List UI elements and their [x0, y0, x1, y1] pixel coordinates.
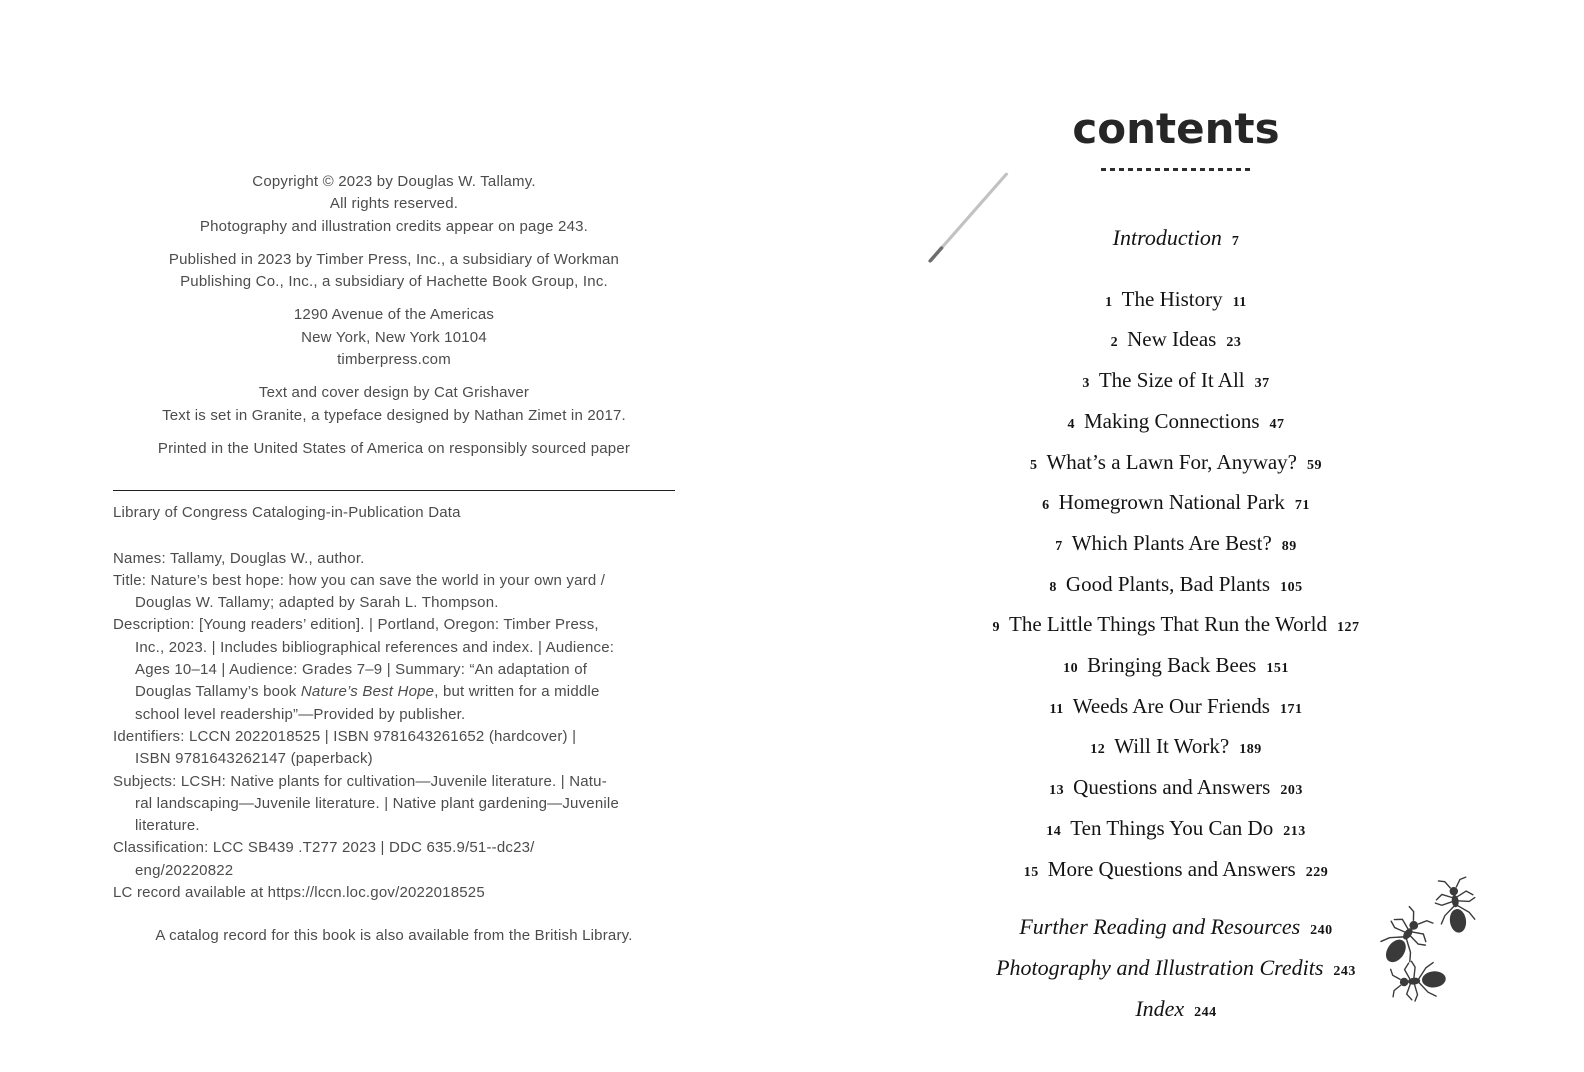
chapter-number: 8: [1049, 579, 1057, 595]
toc-chapter-row: [848, 444, 1504, 485]
cip-text-segment: Identifiers: LCCN 2022018525 | ISBN 9781643261652 (hardcover) |: [113, 727, 577, 745]
chapter-title: The Little Things That Run the World: [1009, 612, 1327, 637]
cip-line: [113, 815, 675, 837]
horizontal-rule: [113, 490, 675, 491]
chapter-page-number: 203: [1280, 783, 1303, 799]
text-line: Printed in the United States of America on responsibly sourced paper: [157, 439, 631, 457]
chapter-number: 5: [1029, 457, 1038, 473]
chapter-title: Questions and Answers: [1073, 775, 1271, 800]
back-matter-page-number: 240: [1310, 923, 1333, 939]
toc-chapter-row: [848, 566, 1504, 607]
text-line: Photography and illustration credits appear on page 243.: [199, 217, 589, 235]
chapter-page-number: 23: [1226, 335, 1242, 351]
cip-text-segment: Title: Nature’s best hope: how you can save the world in your own yard /: [113, 571, 606, 589]
chapter-title: Weeds Are Our Friends: [1072, 693, 1270, 718]
back-matter-page-number: 243: [1333, 963, 1356, 979]
chapter-page-number: 151: [1266, 661, 1289, 677]
toc-chapter-row: [848, 484, 1504, 525]
dotted-divider: [1101, 168, 1251, 171]
chapter-page-number: 59: [1307, 457, 1322, 473]
chapter-title: The Size of It All: [1098, 368, 1245, 393]
chapter-title: Making Connections: [1083, 408, 1260, 433]
back-matter-title: Photography and Illustration Credits: [996, 954, 1324, 980]
chapter-title: The History: [1121, 286, 1223, 311]
copyright-page: [113, 171, 675, 948]
cip-line: [113, 882, 675, 904]
cip-text-segment: Subjects: LCSH: Native plants for cultivation—Juvenile literature. | Natu-: [113, 772, 607, 790]
publisher-block: [113, 249, 675, 294]
cip-line: [113, 837, 675, 859]
cip-text-segment: eng/20220822: [135, 861, 234, 879]
toc-chapter-row: [848, 525, 1504, 566]
chapter-number: 4: [1067, 416, 1075, 432]
chapter-title: New Ideas: [1127, 327, 1217, 352]
text-line: 1290 Avenue of the Americas: [293, 306, 495, 324]
text-line: Publishing Co., Inc., a subsidiary of Hachette Book Group, Inc.: [180, 273, 608, 291]
chapter-number: 10: [1063, 661, 1079, 677]
cip-text-segment: Ages 10–14 | Audience: Grades 7–9 | Summary: “An adaptation of: [135, 661, 588, 679]
toc-introduction-page: 7: [1231, 234, 1240, 249]
toc-chapter-row: [848, 362, 1504, 403]
text-line: All rights reserved.: [329, 195, 459, 213]
chapter-page-number: 47: [1269, 416, 1285, 432]
text-line: timberpress.com: [337, 351, 451, 369]
cip-line: [113, 748, 675, 770]
text-line: Text and cover design by Cat Grishaver: [258, 384, 530, 402]
chapter-page-number: 37: [1254, 376, 1270, 392]
cip-line: [113, 614, 675, 636]
cip-text-segment: school level readership”—Provided by publisher.: [135, 705, 466, 723]
chapter-page-number: 171: [1279, 701, 1303, 717]
cip-text-segment: Douglas Tallamy’s book: [135, 683, 301, 701]
chapter-page-number: 105: [1280, 579, 1303, 595]
printed-line-block: [113, 438, 675, 460]
back-matter-title: Index: [1135, 995, 1185, 1021]
text-line: New York, New York 10104: [301, 328, 487, 346]
toc-chapter-row: [848, 403, 1504, 444]
chapter-page-number: 213: [1283, 823, 1306, 839]
chapter-title: What’s a Lawn For, Anyway?: [1046, 449, 1297, 474]
chapter-title: Good Plants, Bad Plants: [1065, 571, 1271, 596]
back-matter-page-number: 244: [1194, 1004, 1217, 1020]
cip-line: [113, 548, 675, 570]
cip-line: [113, 592, 675, 614]
toc-chapter-row: [848, 769, 1504, 810]
chapter-page-number: 89: [1281, 538, 1297, 554]
toc-chapter-row: [848, 810, 1504, 851]
toc-chapter-row: [848, 851, 1504, 892]
ant-icon: [1387, 954, 1467, 1006]
chapter-page-number: 71: [1294, 498, 1310, 514]
cip-text-segment: literature.: [135, 817, 200, 835]
cip-line: [113, 637, 675, 659]
cip-heading: Library of Congress Cataloging-in-Publication Data: [113, 504, 461, 522]
cip-line: [113, 860, 675, 882]
back-matter-title: Further Reading and Resources: [1019, 914, 1301, 940]
cip-text-segment: Douglas W. Tallamy; adapted by Sarah L. Thompson.: [135, 594, 499, 612]
cip-line: [113, 771, 675, 793]
chapter-number: 3: [1082, 376, 1090, 392]
chapter-title: More Questions and Answers: [1047, 856, 1296, 881]
chapter-title: Homegrown National Park: [1058, 490, 1285, 515]
cip-text-segment: Names: Tallamy, Douglas W., author.: [113, 549, 365, 567]
design-credit-block: [113, 382, 675, 427]
toc-chapter-row: [848, 281, 1504, 322]
chapter-number: 11: [1049, 701, 1064, 717]
chapter-number: 2: [1110, 335, 1119, 351]
cip-line: [113, 726, 675, 748]
text-line: Copyright © 2023 by Douglas W. Tallamy.: [252, 173, 536, 190]
cip-line: [113, 570, 675, 592]
chapter-list: [848, 281, 1504, 892]
toc-chapter-row: [848, 728, 1504, 769]
cip-text-segment: Nature’s Best Hope: [300, 683, 435, 701]
chapter-page-number: 11: [1232, 294, 1247, 310]
maple-leaf-icon: [897, 145, 1051, 277]
cip-text-segment: ISBN 9781643262147 (paperback): [135, 750, 373, 768]
cip-text-segment: LC record available at https://lccn.loc.gov/2022018525: [113, 884, 485, 902]
text-line: Text is set in Granite, a typeface designed by Nathan Zimet in 2017.: [162, 406, 626, 424]
toc-chapter-row: [848, 606, 1504, 647]
cip-line: [113, 681, 675, 703]
cip-text-segment: , but written for a middle: [434, 683, 600, 701]
chapter-number: 6: [1042, 498, 1050, 514]
chapter-page-number: 127: [1336, 620, 1360, 636]
cip-text-segment: Description: [Young readers’ edition]. | Portland, Oregon: Timber Press,: [113, 616, 599, 634]
address-block: [113, 304, 675, 371]
cip-line: [113, 704, 675, 726]
cip-lines: [113, 548, 675, 905]
cip-line: [113, 659, 675, 681]
chapter-number: 9: [992, 620, 1001, 636]
toc-chapter-row: [848, 321, 1504, 362]
cip-text-segment: Classification: LCC SB439 .T277 2023 | DDC 635.9/51--dc23/: [113, 839, 535, 857]
chapter-number: 13: [1049, 783, 1065, 799]
chapter-title: Which Plants Are Best?: [1071, 530, 1272, 555]
chapter-page-number: 229: [1305, 864, 1329, 880]
chapter-number: 14: [1046, 823, 1062, 839]
chapter-number: 1: [1105, 294, 1113, 310]
copyright-block: [113, 171, 675, 238]
text-line: Published in 2023 by Timber Press, Inc., a subsidiary of Workman: [168, 250, 620, 268]
toc-chapter-row: [848, 688, 1504, 729]
chapter-page-number: 189: [1239, 742, 1262, 758]
british-library-line: A catalog record for this book is also available from the British Library.: [155, 927, 633, 945]
cip-text-segment: ral landscaping—Juvenile literature. | Native plant gardening—Juvenile: [135, 794, 619, 812]
cip-text-segment: Inc., 2023. | Includes bibliographical references and index. | Audience:: [135, 638, 615, 656]
chapter-number: 7: [1055, 538, 1063, 554]
chapter-title: Bringing Back Bees: [1087, 653, 1257, 678]
cip-line: [113, 793, 675, 815]
chapter-title: Will It Work?: [1114, 734, 1230, 759]
toc-chapter-row: [848, 647, 1504, 688]
chapter-title: Ten Things You Can Do: [1070, 815, 1274, 840]
chapter-number: 15: [1023, 864, 1039, 880]
toc-introduction-label: Introduction: [1112, 225, 1222, 250]
chapter-number: 12: [1090, 742, 1106, 758]
contents-title: contents: [1072, 104, 1280, 153]
